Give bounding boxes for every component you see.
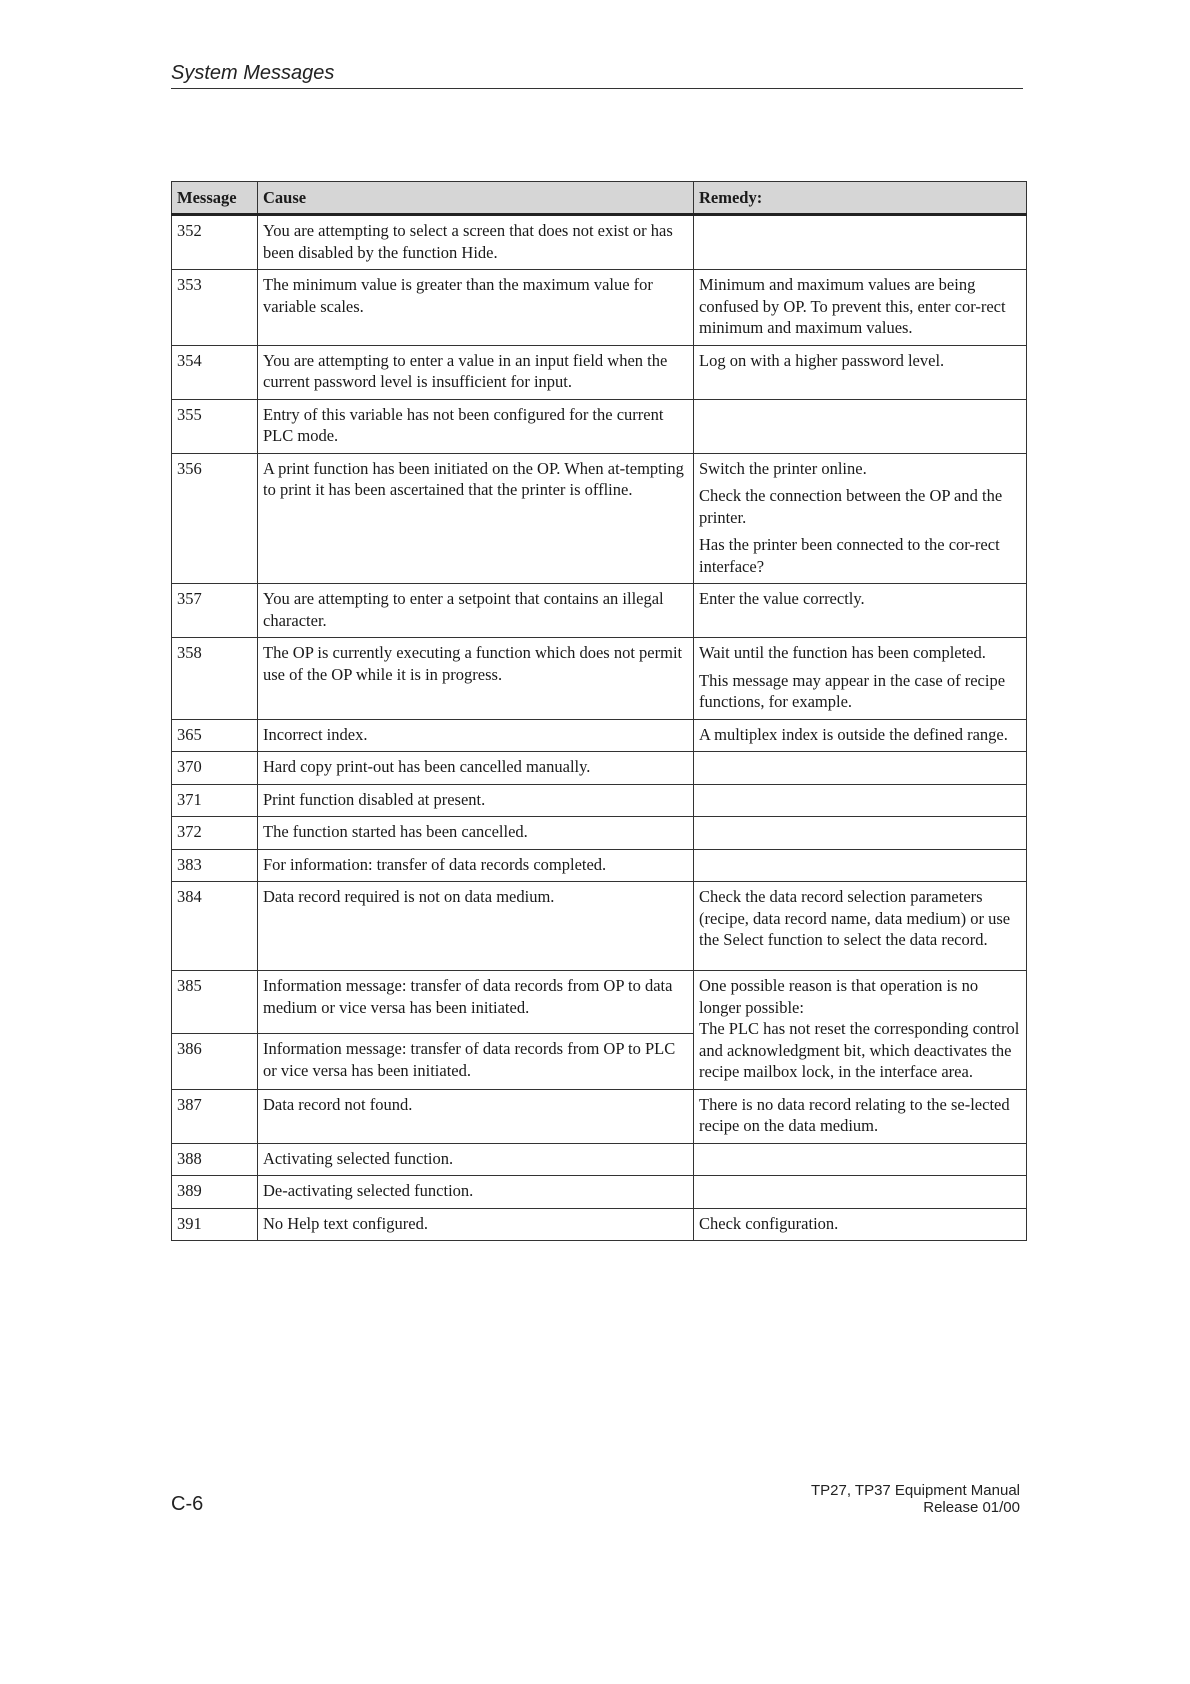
cause-text: The function started has been cancelled. (263, 822, 528, 841)
table-row (172, 638, 1027, 720)
table-row (172, 882, 1027, 971)
remedy-cell (694, 1176, 1027, 1209)
cause-text: The OP is currently executing a function which does not permit use of the OP while it is in progress. (263, 643, 683, 684)
header-rule (171, 88, 1023, 89)
system-messages-table (171, 181, 1027, 1241)
remedy-cell (694, 215, 1027, 270)
table-row (172, 399, 1027, 453)
remedy-cell (694, 817, 1027, 850)
remedy-text: Check configuration. (699, 1213, 839, 1233)
remedy-text: A multiplex index is outside the defined range. (699, 724, 1008, 744)
message-number-cell: 387 (172, 1089, 258, 1143)
message-number-cell: 370 (172, 752, 258, 785)
cause-text: Information message: transfer of data records from OP to data medium or vice versa has been initiated. (263, 976, 673, 1017)
message-number-cell: 384 (172, 882, 258, 971)
table-row (172, 719, 1027, 752)
message-number-cell: 388 (172, 1143, 258, 1176)
message-number-cell: 365 (172, 719, 258, 752)
message-number-cell: 391 (172, 1208, 258, 1241)
remedy-text: Enter the value correctly. (699, 589, 865, 608)
cause-cell (258, 882, 694, 971)
remedy-cell (694, 453, 1027, 584)
table-header-row (172, 182, 1027, 215)
remedy-cell (694, 1208, 1027, 1241)
cause-cell (258, 1034, 694, 1090)
cause-text: Entry of this variable has not been configured for the current PLC mode. (263, 404, 664, 445)
cause-text: For information: transfer of data records completed. (263, 854, 607, 874)
cause-text: Hard copy print-out has been cancelled manually. (263, 757, 591, 776)
table-row (172, 817, 1027, 850)
cause-text: Activating selected function. (263, 1148, 454, 1168)
remedy-text: There is no data record relating to the se-lected recipe on the data medium. (699, 1094, 1010, 1135)
cause-text: Incorrect index. (263, 724, 368, 744)
cause-text: Print function disabled at present. (263, 789, 486, 809)
remedy-cell (694, 752, 1027, 785)
remedy-text: Minimum and maximum values are being confused by OP. To prevent this, enter cor-rect minimum and maximum values. (699, 275, 1006, 337)
table-row (172, 345, 1027, 399)
cause-cell (258, 719, 694, 752)
cause-cell (258, 270, 694, 346)
table-row (172, 215, 1027, 270)
table-row (172, 849, 1027, 882)
remedy-text: Switch the printer online. (699, 458, 867, 478)
remedy-cell (694, 345, 1027, 399)
cause-cell (258, 1089, 694, 1143)
cause-cell (258, 584, 694, 638)
remedy-cell (694, 1143, 1027, 1176)
message-number-cell: 356 (172, 453, 258, 584)
cause-cell (258, 1143, 694, 1176)
table-row (172, 971, 1027, 1034)
remedy-cell (694, 719, 1027, 752)
message-number-cell: 389 (172, 1176, 258, 1209)
table-row (172, 752, 1027, 785)
table-row (172, 1176, 1027, 1209)
column-header-remedy: Remedy: (694, 182, 1027, 215)
table-row (172, 784, 1027, 817)
cause-text: Data record not found. (263, 1094, 413, 1114)
message-number-cell: 386 (172, 1034, 258, 1090)
cause-text: You are attempting to select a screen that does not exist or has been disabled by the function Hide. (263, 221, 673, 262)
page-number: C-6 (171, 1493, 204, 1515)
cause-cell (258, 345, 694, 399)
footer-manual-info (811, 1482, 1020, 1516)
cause-text: De-activating selected function. (263, 1181, 474, 1200)
manual-title: TP27, TP37 Equipment Manual (810, 1482, 1020, 1499)
cause-cell (258, 215, 694, 270)
remedy-text: Check the data record selection parameters (recipe, data record name, data medium) or use the Select function to select the data record. (699, 887, 1011, 949)
message-number-cell: 355 (172, 399, 258, 453)
table-body (172, 215, 1027, 1241)
remedy-cell (694, 1089, 1027, 1143)
column-header-cause: Cause (258, 182, 694, 215)
remedy-cell-shared (694, 971, 1027, 1090)
message-number-cell: 371 (172, 784, 258, 817)
cause-text: No Help text configured. (263, 1213, 428, 1233)
remedy-cell (694, 270, 1027, 346)
cause-cell (258, 1176, 694, 1209)
cause-cell (258, 817, 694, 850)
remedy-text: This message may appear in the case of recipe functions, for example. (699, 670, 1006, 711)
cause-cell (258, 399, 694, 453)
cause-text: The minimum value is greater than the maximum value for variable scales. (263, 275, 653, 316)
cause-cell (258, 971, 694, 1034)
table-row (172, 1089, 1027, 1143)
message-number-cell: 357 (172, 584, 258, 638)
cause-cell (258, 453, 694, 584)
message-number-cell: 385 (172, 971, 258, 1034)
page-header-title: System Messages (171, 62, 335, 84)
remedy-text: Check the connection between the OP and the printer. (699, 486, 1003, 527)
table-row (172, 584, 1027, 638)
cause-text: Data record required is not on data medium. (263, 887, 555, 906)
remedy-cell (694, 638, 1027, 720)
cause-text: A print function has been initiated on the OP. When at-tempting to print it has been ascertained that the printer is offline. (263, 458, 684, 499)
release-info: Release 01/00 (923, 1499, 1020, 1516)
cause-cell (258, 849, 694, 882)
cause-cell (258, 638, 694, 720)
message-number-cell: 352 (172, 215, 258, 270)
message-number-cell: 383 (172, 849, 258, 882)
cause-cell (258, 1208, 694, 1241)
remedy-cell (694, 882, 1027, 971)
remedy-cell (694, 399, 1027, 453)
table-row (172, 1208, 1027, 1241)
message-number-cell: 372 (172, 817, 258, 850)
remedy-text: One possible reason is that operation is no longer possible: The PLC has not reset the corresponding control and acknowledgment bit, which deactivates the recipe mailbox lock, in the interface area. (699, 976, 1020, 1081)
cause-cell (258, 752, 694, 785)
cause-text: You are attempting to enter a setpoint that contains an illegal character. (263, 589, 664, 630)
column-header-message: Message (172, 182, 258, 215)
cause-text: You are attempting to enter a value in an input field when the current password level is insufficient for input. (263, 350, 668, 391)
cause-cell (258, 784, 694, 817)
message-number-cell: 353 (172, 270, 258, 346)
cause-text: Information message: transfer of data records from OP to PLC or vice versa has been initiated. (263, 1039, 676, 1080)
remedy-text: Has the printer been connected to the cor-rect interface? (699, 535, 1000, 576)
remedy-text: Wait until the function has been completed. (699, 643, 986, 662)
remedy-text: Log on with a higher password level. (699, 350, 945, 370)
table-row (172, 270, 1027, 346)
table-row (172, 1143, 1027, 1176)
message-number-cell: 354 (172, 345, 258, 399)
remedy-cell (694, 584, 1027, 638)
remedy-cell (694, 849, 1027, 882)
table-row (172, 453, 1027, 584)
message-number-cell: 358 (172, 638, 258, 720)
remedy-cell (694, 784, 1027, 817)
